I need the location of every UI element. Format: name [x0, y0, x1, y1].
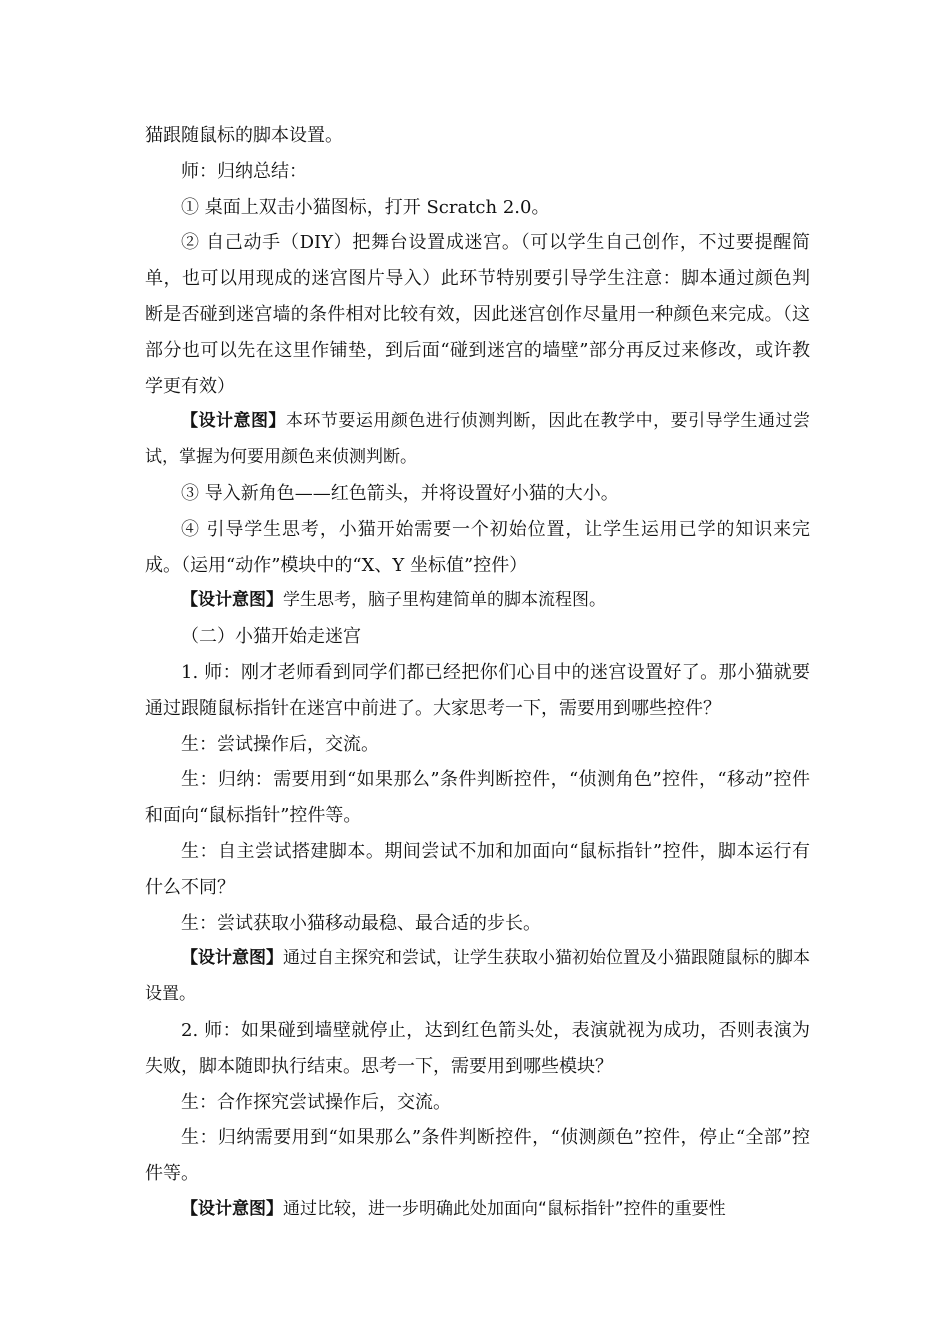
paragraph-10: 生：尝试操作后，交流。 — [181, 733, 379, 755]
paragraph-2: ① 桌面上双击小猫图标，打开 Scratch 2.0。 — [181, 196, 550, 218]
design-intent-label: 【设计意图】 — [181, 1198, 283, 1219]
paragraph-16: 生：合作探究尝试操作后，交流。 — [181, 1091, 451, 1113]
design-intent-text: 通过自主探究和尝试，让学生获取小猫初始位置及小猫跟随鼠标的脚本设置。 — [145, 948, 810, 1005]
document-page — [145, 118, 810, 1228]
paragraph-3: ② 自己动手（DIY）把舞台设置成迷宫。（可以学生自己创作，不过要提醒简单，也可以用现成的迷宫图片导入）此环节特别要引导学生注意：脚本通过颜色判断是否碰到迷宫墙的条件相对比较有效，因此迷宫创作尽量用一种颜色来完成。（这部分也可以先在这里作铺垫，到后面“碰到迷宫的墙壁”部分再反过来修改，或许教学更有效） — [145, 232, 810, 397]
design-intent-text: 学生思考，脑子里构建简单的脚本流程图。 — [283, 590, 606, 611]
paragraph-6: ④ 引导学生思考，小猫开始需要一个初始位置，让学生运用已学的知识来完成。（运用“动作”模块中的“X、Y 坐标值”控件） — [145, 518, 810, 576]
paragraph-17: 生：归纳需要用到“如果那么”条件判断控件，“侦测颜色”控件，停止“全部”控件等。 — [145, 1127, 810, 1185]
design-intent-label: 【设计意图】 — [181, 411, 286, 432]
paragraph-13: 生：尝试获取小猫移动最稳、最合适的步长。 — [181, 912, 541, 934]
paragraph-0: 猫跟随鼠标的脚本设置。 — [145, 125, 343, 146]
design-intent-label: 【设计意图】 — [181, 948, 283, 969]
paragraph-9: 1. 师：刚才老师看到同学们都已经把你们心目中的迷宫设置好了。那小猫就要通过跟随鼠标指针在迷宫中前进了。大家思考一下，需要用到哪些控件？ — [145, 661, 810, 719]
design-intent-label: 【设计意图】 — [181, 590, 283, 611]
design-intent-2 — [145, 583, 810, 619]
design-intent-3 — [145, 941, 810, 1013]
design-intent-4 — [145, 1192, 810, 1228]
design-intent-text: 通过比较，进一步明确此处加面向“鼠标指针”控件的重要性 — [283, 1198, 726, 1219]
design-intent-1 — [145, 404, 810, 476]
design-intent-text: 本环节要运用颜色进行侦测判断，因此在教学中，要引导学生通过尝试，掌握为何要用颜色来侦测判断。 — [145, 411, 811, 468]
paragraph-12: 生：自主尝试搭建脚本。期间尝试不加和加面向“鼠标指针”控件，脚本运行有什么不同？ — [145, 840, 810, 898]
paragraph-1: 师：归纳总结： — [181, 160, 307, 182]
paragraph-11: 生：归纳：需要用到“如果那么”条件判断控件，“侦测角色”控件，“移动”控件和面向“鼠标指针”控件等。 — [145, 769, 810, 827]
paragraph-15: 2. 师：如果碰到墙壁就停止，达到红色箭头处，表演就视为成功，否则表演为失败，脚本随即执行结束。思考一下，需要用到哪些模块？ — [145, 1019, 810, 1077]
paragraph-5: ③ 导入新角色——红色箭头，并将设置好小猫的大小。 — [181, 482, 619, 504]
section-heading: （二）小猫开始走迷宫 — [181, 626, 361, 648]
